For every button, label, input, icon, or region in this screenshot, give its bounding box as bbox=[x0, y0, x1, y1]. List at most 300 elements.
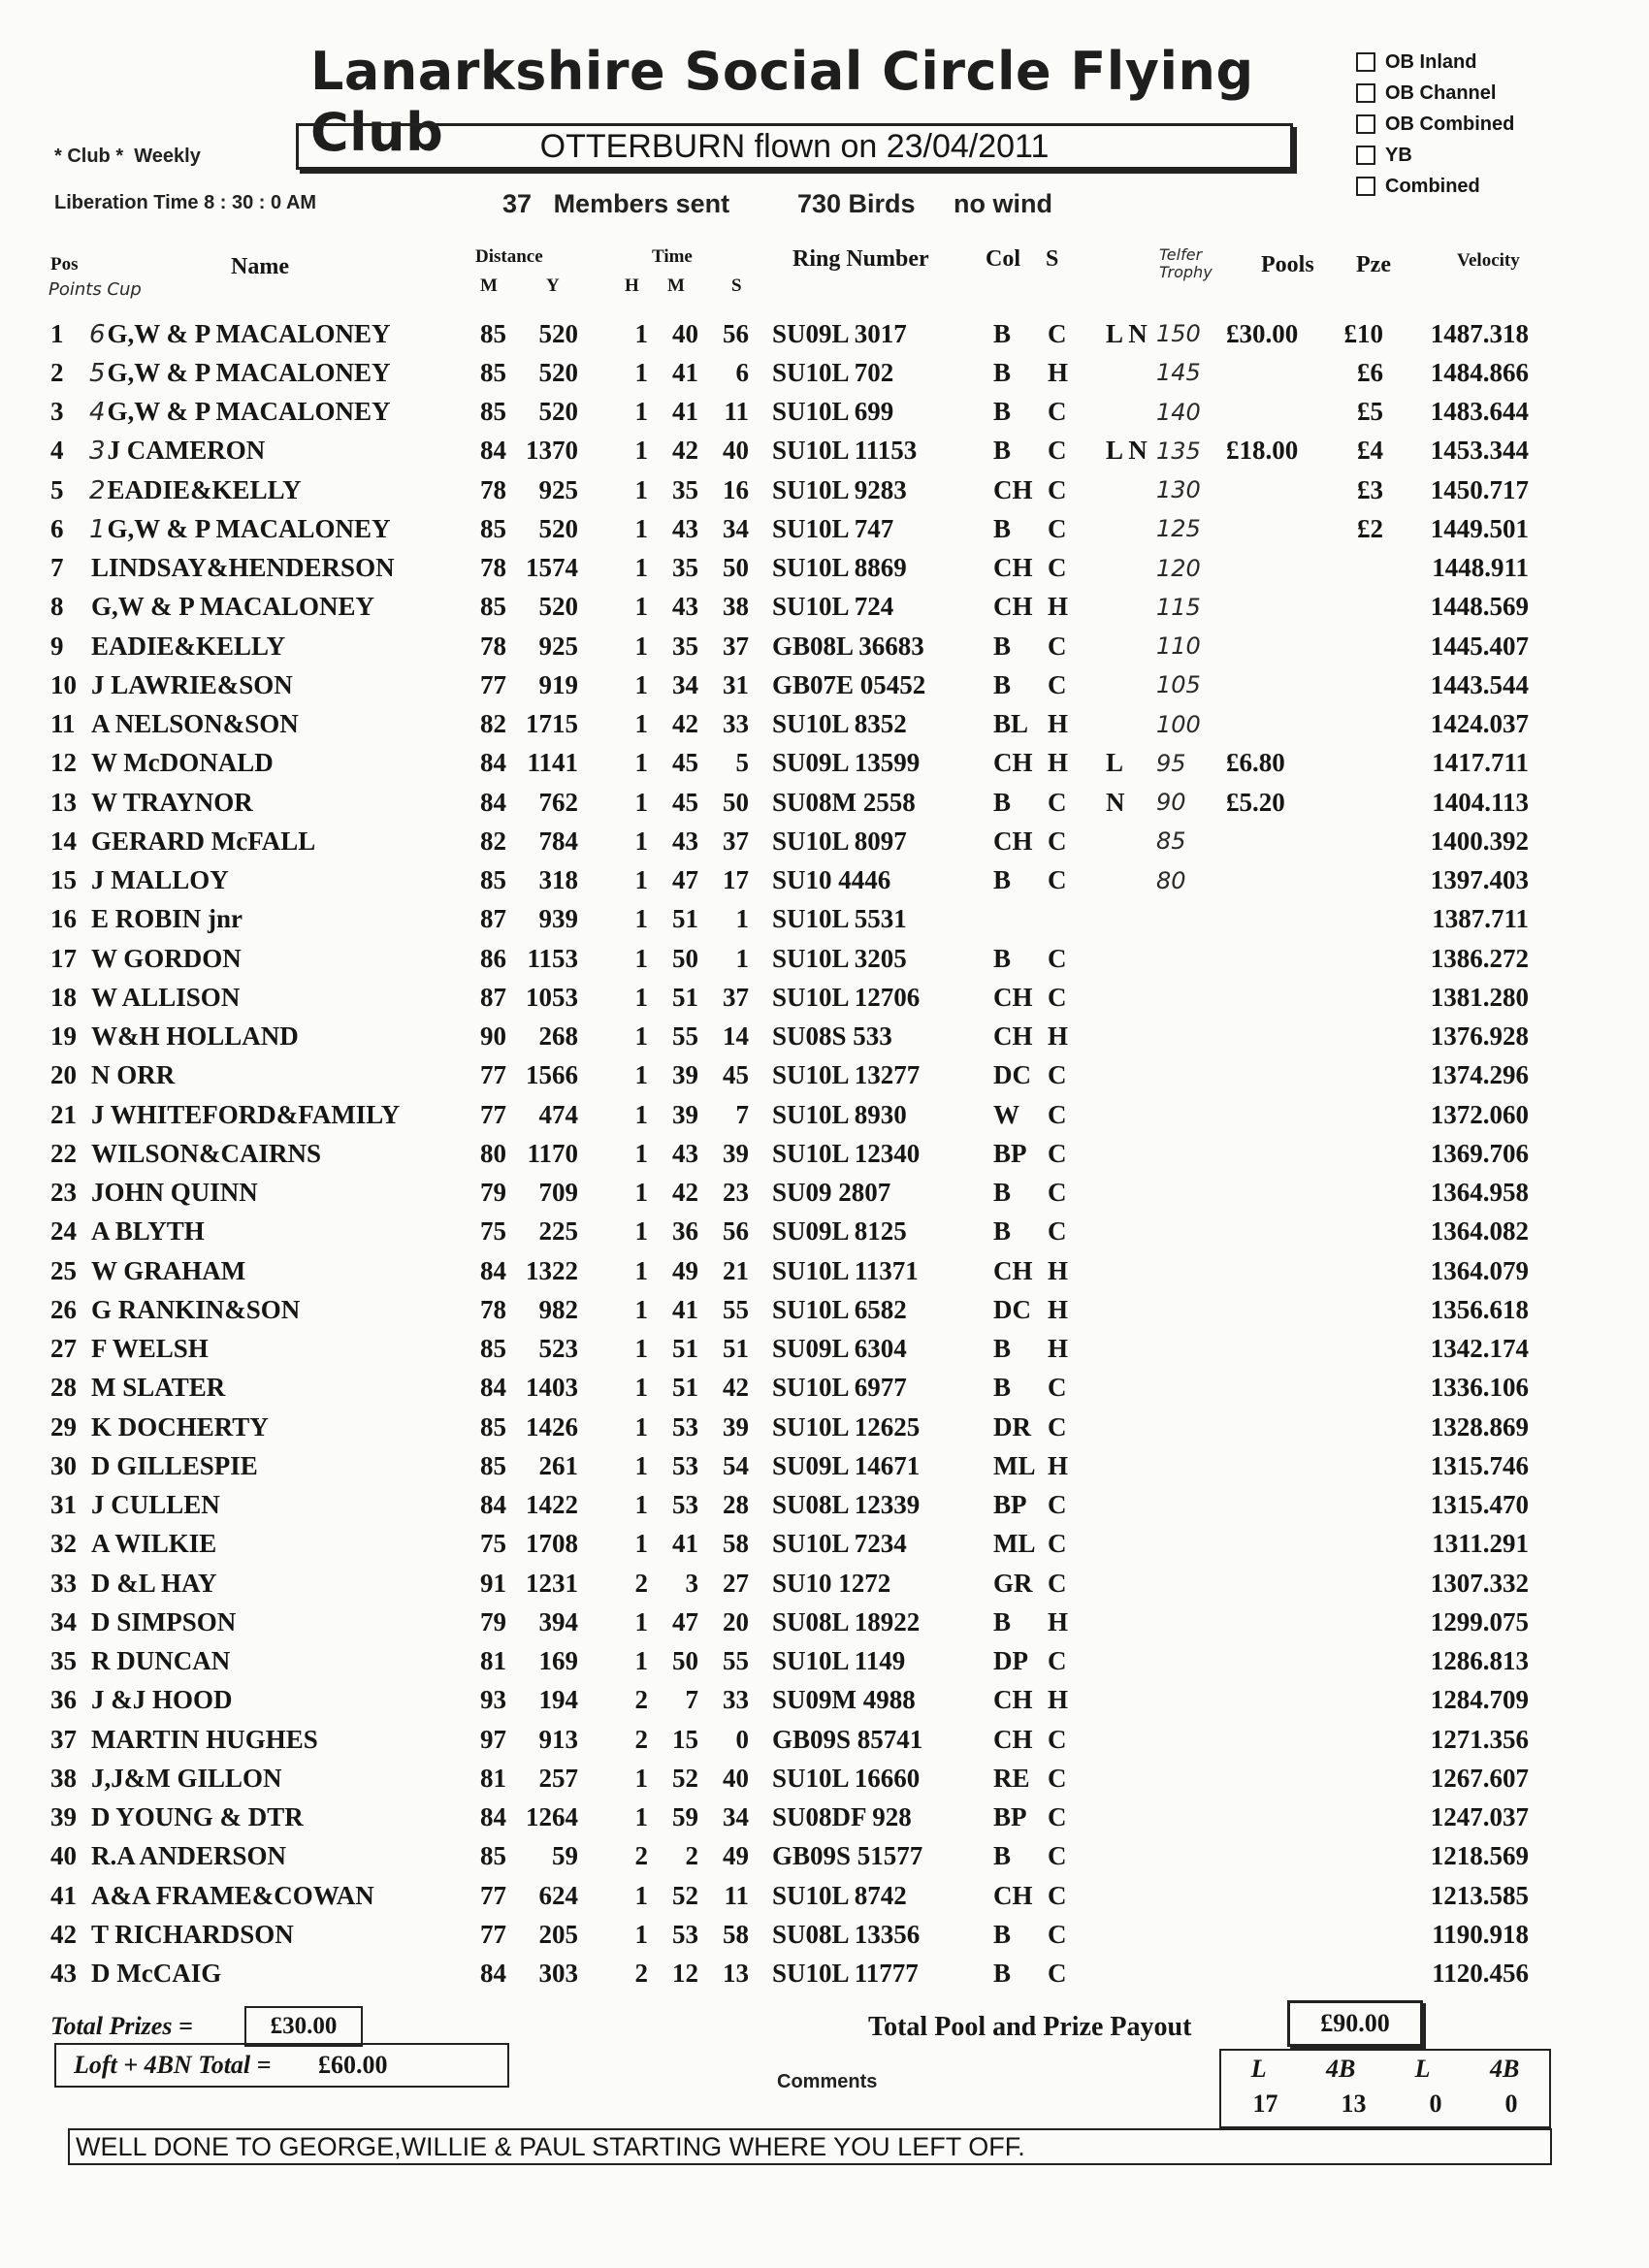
row-pool-winnings bbox=[1226, 1018, 1323, 1056]
row-distance-miles: 77 bbox=[480, 669, 506, 699]
row-fancier-name: F WELSH bbox=[91, 1334, 209, 1364]
checkbox-icon[interactable] bbox=[1356, 83, 1375, 103]
row-sex: C bbox=[1048, 1919, 1067, 1949]
row-trophy-points bbox=[1156, 1330, 1226, 1369]
members-sent: 37 Members sent bbox=[502, 189, 730, 218]
row-sex: C bbox=[1048, 1880, 1067, 1910]
row-pos: 11 bbox=[50, 709, 76, 739]
row-prize bbox=[1323, 1095, 1383, 1134]
row-colour: B bbox=[993, 865, 1012, 895]
row-time-hours: 1 bbox=[634, 1529, 648, 1559]
col-header-time-h: H bbox=[625, 275, 639, 296]
row-pool-entry bbox=[1106, 1213, 1156, 1251]
table-row bbox=[50, 353, 1529, 392]
row-points-cup: 4 bbox=[89, 398, 106, 428]
row-sex: C bbox=[1048, 1138, 1067, 1168]
row-sex: C bbox=[1048, 1373, 1067, 1403]
row-distance-miles: 97 bbox=[480, 1724, 506, 1754]
row-fancier-name: J CAMERON bbox=[107, 436, 266, 466]
row-fancier-name: G RANKIN&SON bbox=[91, 1294, 301, 1324]
row-time-seconds: 54 bbox=[723, 1450, 749, 1480]
loft-total-value: £60.00 bbox=[318, 2051, 388, 2079]
row-name bbox=[89, 1095, 456, 1134]
row-ring-number: SU09L 8125 bbox=[772, 1216, 907, 1247]
row-pool-winnings bbox=[1226, 665, 1323, 704]
row-pool-entry bbox=[1106, 393, 1156, 432]
row-pos: 2 bbox=[50, 357, 64, 387]
row-distance-yards: 520 bbox=[538, 397, 578, 427]
table-row bbox=[50, 1564, 1529, 1603]
checkbox-icon[interactable] bbox=[1356, 146, 1375, 165]
row-pos: 42 bbox=[50, 1919, 77, 1949]
row-time-seconds: 42 bbox=[723, 1373, 749, 1403]
row-time-minutes: 41 bbox=[672, 1529, 698, 1559]
row-ring-number: SU10L 724 bbox=[772, 592, 894, 622]
row-trophy-points: 95 bbox=[1156, 749, 1186, 777]
row-fancier-name: J CULLEN bbox=[91, 1490, 220, 1520]
table-row bbox=[50, 1837, 1529, 1876]
row-distance-yards: 939 bbox=[538, 904, 578, 934]
row-prize bbox=[1323, 900, 1383, 939]
row-name bbox=[89, 1798, 456, 1837]
row-time-hours: 2 bbox=[634, 1724, 648, 1754]
row-ring-number: SU08L 18922 bbox=[772, 1606, 921, 1636]
row-time-hours: 1 bbox=[634, 436, 648, 466]
row-pos: 33 bbox=[50, 1568, 77, 1598]
row-distance-miles: 85 bbox=[480, 1411, 506, 1442]
row-pos: 24 bbox=[50, 1216, 77, 1247]
row-colour: B bbox=[993, 1334, 1012, 1364]
row-velocity: 1424.037 bbox=[1430, 709, 1529, 739]
row-trophy-points: 125 bbox=[1156, 515, 1201, 543]
table-row bbox=[50, 1446, 1529, 1485]
row-pool-entry bbox=[1106, 1018, 1156, 1056]
row-distance-miles: 85 bbox=[480, 357, 506, 387]
row-trophy-points bbox=[1156, 1056, 1226, 1095]
row-velocity: 1484.866 bbox=[1430, 357, 1529, 387]
row-distance-yards: 1708 bbox=[526, 1529, 578, 1559]
row-distance-yards: 762 bbox=[538, 787, 578, 817]
row-distance-miles: 85 bbox=[480, 513, 506, 543]
row-pool-winnings bbox=[1226, 1251, 1323, 1290]
row-time-minutes: 49 bbox=[672, 1255, 698, 1285]
row-time-hours: 1 bbox=[634, 1294, 648, 1324]
row-velocity: 1364.082 bbox=[1430, 1216, 1529, 1247]
row-name bbox=[89, 861, 456, 900]
row-colour: CH bbox=[993, 474, 1033, 504]
row-pool-entry bbox=[1106, 1759, 1156, 1798]
row-sex: C bbox=[1048, 474, 1067, 504]
row-points-cup: 3 bbox=[89, 437, 106, 467]
row-distance-yards: 982 bbox=[538, 1294, 578, 1324]
row-velocity: 1218.569 bbox=[1430, 1841, 1529, 1871]
row-pool-entry bbox=[1106, 822, 1156, 860]
row-fancier-name: J MALLOY bbox=[91, 865, 229, 895]
row-ring-number: SU10 4446 bbox=[772, 865, 891, 895]
row-ring-number: SU09M 4988 bbox=[772, 1685, 916, 1715]
table-row bbox=[50, 1213, 1529, 1251]
row-colour: CH bbox=[993, 1255, 1033, 1285]
row-prize bbox=[1323, 1486, 1383, 1525]
checkbox-icon[interactable] bbox=[1356, 177, 1375, 196]
table-row bbox=[50, 900, 1529, 939]
row-prize bbox=[1323, 1369, 1383, 1408]
row-name bbox=[89, 1174, 456, 1213]
table-row bbox=[50, 588, 1529, 627]
row-pool-entry bbox=[1106, 1642, 1156, 1681]
row-time-seconds: 33 bbox=[723, 709, 749, 739]
row-pool-entry bbox=[1106, 1564, 1156, 1603]
row-trophy-points bbox=[1156, 1955, 1226, 1993]
row-pool-entry bbox=[1106, 588, 1156, 627]
row-name bbox=[89, 1486, 456, 1525]
row-velocity: 1483.644 bbox=[1430, 397, 1529, 427]
row-sex: H bbox=[1048, 748, 1069, 778]
row-pool-winnings bbox=[1226, 1955, 1323, 1993]
row-distance-miles: 75 bbox=[480, 1529, 506, 1559]
row-sex: C bbox=[1048, 1099, 1067, 1129]
birds-count: 730 Birds bbox=[797, 189, 916, 218]
row-distance-yards: 520 bbox=[538, 318, 578, 348]
row-velocity: 1397.403 bbox=[1430, 865, 1529, 895]
row-ring-number: SU08M 2558 bbox=[772, 787, 916, 817]
col-header-name: Name bbox=[231, 254, 289, 279]
row-trophy-points bbox=[1156, 1408, 1226, 1446]
row-colour: B bbox=[993, 669, 1012, 699]
row-time-minutes: 50 bbox=[672, 943, 698, 973]
row-pool-winnings bbox=[1226, 1798, 1323, 1837]
checkbox-icon[interactable] bbox=[1356, 114, 1375, 134]
row-time-hours: 1 bbox=[634, 709, 648, 739]
row-pool-entry bbox=[1106, 1174, 1156, 1213]
table-row bbox=[50, 1056, 1529, 1095]
row-time-hours: 1 bbox=[634, 592, 648, 622]
row-name bbox=[89, 1446, 456, 1485]
row-pool-winnings bbox=[1226, 939, 1323, 978]
row-pool-entry: L N bbox=[1106, 436, 1148, 466]
row-velocity: 1381.280 bbox=[1430, 982, 1529, 1012]
row-time-seconds: 23 bbox=[723, 1178, 749, 1208]
row-sex: H bbox=[1048, 1021, 1069, 1052]
row-pos: 23 bbox=[50, 1178, 77, 1208]
row-prize: £2 bbox=[1357, 513, 1383, 543]
row-time-minutes: 7 bbox=[685, 1685, 698, 1715]
row-ring-number: SU10L 16660 bbox=[772, 1763, 921, 1793]
row-pool-winnings bbox=[1226, 1564, 1323, 1603]
row-velocity: 1315.746 bbox=[1430, 1450, 1529, 1480]
row-colour: CH bbox=[993, 982, 1033, 1012]
row-name bbox=[89, 900, 456, 939]
row-distance-yards: 205 bbox=[538, 1919, 578, 1949]
row-time-seconds: 1 bbox=[735, 943, 749, 973]
row-velocity: 1374.296 bbox=[1430, 1060, 1529, 1090]
row-pos: 13 bbox=[50, 787, 77, 817]
row-distance-miles: 93 bbox=[480, 1685, 506, 1715]
row-time-seconds: 7 bbox=[735, 1099, 749, 1129]
row-colour: ML bbox=[993, 1450, 1036, 1480]
row-ring-number: GB08L 36683 bbox=[772, 631, 924, 661]
row-prize bbox=[1323, 1955, 1383, 1993]
row-colour: DC bbox=[993, 1294, 1031, 1324]
row-time-hours: 1 bbox=[634, 1763, 648, 1793]
col-header-time-m: M bbox=[667, 275, 685, 296]
table-row bbox=[50, 939, 1529, 978]
row-velocity: 1369.706 bbox=[1430, 1138, 1529, 1168]
row-pool-winnings bbox=[1226, 353, 1323, 392]
row-distance-miles: 78 bbox=[480, 1294, 506, 1324]
row-colour: CH bbox=[993, 592, 1033, 622]
row-fancier-name: W&H HOLLAND bbox=[91, 1021, 299, 1052]
row-distance-miles: 91 bbox=[480, 1568, 506, 1598]
row-distance-yards: 1053 bbox=[526, 982, 578, 1012]
row-distance-yards: 1566 bbox=[526, 1060, 578, 1090]
row-fancier-name: J WHITEFORD&FAMILY bbox=[91, 1099, 401, 1129]
row-pos: 40 bbox=[50, 1841, 77, 1871]
row-velocity: 1267.607 bbox=[1430, 1763, 1529, 1793]
row-time-minutes: 15 bbox=[672, 1724, 698, 1754]
row-colour: B bbox=[993, 357, 1012, 387]
row-name bbox=[89, 744, 456, 783]
row-fancier-name: N ORR bbox=[91, 1060, 176, 1090]
row-trophy-points: 85 bbox=[1156, 827, 1186, 856]
row-distance-miles: 85 bbox=[480, 1334, 506, 1364]
row-fancier-name: D &L HAY bbox=[91, 1568, 217, 1598]
row-pool-winnings: £30.00 bbox=[1226, 318, 1299, 348]
category-ob-channel[interactable]: OB Channel bbox=[1356, 78, 1514, 109]
row-fancier-name: G,W & P MACALONEY bbox=[107, 397, 391, 427]
row-distance-miles: 77 bbox=[480, 1099, 506, 1129]
row-pool-entry bbox=[1106, 1408, 1156, 1446]
row-colour: B bbox=[993, 1959, 1012, 1989]
row-time-hours: 1 bbox=[634, 1490, 648, 1520]
row-time-seconds: 13 bbox=[723, 1959, 749, 1989]
row-trophy-points bbox=[1156, 939, 1226, 978]
row-name bbox=[89, 627, 456, 665]
row-distance-yards: 520 bbox=[538, 513, 578, 543]
row-velocity: 1247.037 bbox=[1430, 1802, 1529, 1832]
row-points-cup: 6 bbox=[89, 319, 106, 349]
row-name bbox=[89, 1759, 456, 1798]
table-row bbox=[50, 1251, 1529, 1290]
row-prize bbox=[1323, 549, 1383, 588]
table-row bbox=[50, 314, 1529, 353]
row-sex: H bbox=[1048, 709, 1069, 739]
row-distance-yards: 318 bbox=[538, 865, 578, 895]
row-pos: 15 bbox=[50, 865, 77, 895]
row-time-seconds: 33 bbox=[723, 1685, 749, 1715]
row-pool-entry bbox=[1106, 861, 1156, 900]
row-time-seconds: 58 bbox=[723, 1919, 749, 1949]
row-time-hours: 2 bbox=[634, 1568, 648, 1598]
category-ob-inland[interactable]: OB Inland bbox=[1356, 47, 1514, 78]
row-name bbox=[89, 1018, 456, 1056]
row-distance-yards: 709 bbox=[538, 1178, 578, 1208]
row-name bbox=[89, 432, 456, 470]
row-time-seconds: 0 bbox=[735, 1724, 749, 1754]
row-pool-winnings bbox=[1226, 1174, 1323, 1213]
row-pool-winnings bbox=[1226, 1369, 1323, 1408]
row-trophy-points bbox=[1156, 1213, 1226, 1251]
payout-label: Total Pool and Prize Payout bbox=[868, 2012, 1192, 2042]
row-colour bbox=[993, 900, 1048, 939]
row-trophy-points bbox=[1156, 1837, 1226, 1876]
row-ring-number: GB09S 51577 bbox=[772, 1841, 923, 1871]
row-fancier-name: A WILKIE bbox=[91, 1529, 217, 1559]
wind-condition: no wind bbox=[954, 189, 1052, 218]
row-pool-winnings bbox=[1226, 627, 1323, 665]
row-sex: C bbox=[1048, 1568, 1067, 1598]
table-row bbox=[50, 1915, 1529, 1954]
row-pool-entry bbox=[1106, 1681, 1156, 1720]
row-pool-winnings bbox=[1226, 978, 1323, 1017]
row-pool-winnings bbox=[1226, 1486, 1323, 1525]
col-header-time-s: S bbox=[731, 275, 742, 296]
row-fancier-name: K DOCHERTY bbox=[91, 1411, 269, 1442]
row-time-minutes: 52 bbox=[672, 1763, 698, 1793]
row-trophy-points: 90 bbox=[1156, 789, 1186, 817]
row-distance-yards: 1426 bbox=[526, 1411, 578, 1442]
row-distance-miles: 84 bbox=[480, 1490, 506, 1520]
table-row bbox=[50, 861, 1529, 900]
row-time-minutes: 42 bbox=[672, 709, 698, 739]
row-pool-entry bbox=[1106, 353, 1156, 392]
row-time-seconds: 39 bbox=[723, 1138, 749, 1168]
category-combined[interactable]: Combined bbox=[1356, 171, 1514, 202]
row-ring-number: SU10L 8742 bbox=[772, 1880, 907, 1910]
row-fancier-name: D SIMPSON bbox=[91, 1606, 237, 1636]
row-fancier-name: J,J&M GILLON bbox=[91, 1763, 282, 1793]
row-prize bbox=[1323, 1642, 1383, 1681]
row-trophy-points: 110 bbox=[1156, 632, 1201, 661]
row-sex: C bbox=[1048, 865, 1067, 895]
row-trophy-points: 120 bbox=[1156, 554, 1201, 582]
row-distance-yards: 169 bbox=[538, 1646, 578, 1676]
row-sex: C bbox=[1048, 1959, 1067, 1989]
row-time-minutes: 51 bbox=[672, 982, 698, 1012]
row-time-seconds: 49 bbox=[723, 1841, 749, 1871]
row-time-minutes: 45 bbox=[672, 787, 698, 817]
row-distance-yards: 919 bbox=[538, 669, 578, 699]
row-pool-winnings: £6.80 bbox=[1226, 748, 1285, 778]
comment-text: WELL DONE TO GEORGE,WILLIE & PAUL STARTING WHERE YOU LEFT OFF. bbox=[68, 2128, 1552, 2165]
table-row bbox=[50, 1095, 1529, 1134]
row-colour: BP bbox=[993, 1802, 1027, 1832]
row-distance-miles: 84 bbox=[480, 1255, 506, 1285]
row-ring-number: SU10L 3205 bbox=[772, 943, 907, 973]
row-distance-miles: 84 bbox=[480, 1373, 506, 1403]
table-row bbox=[50, 1720, 1529, 1759]
row-prize: £5 bbox=[1357, 397, 1383, 427]
row-name bbox=[89, 1642, 456, 1681]
row-pos: 17 bbox=[50, 943, 77, 973]
row-prize bbox=[1323, 665, 1383, 704]
row-name bbox=[89, 822, 456, 860]
row-distance-yards: 925 bbox=[538, 631, 578, 661]
row-prize bbox=[1323, 1525, 1383, 1564]
col-header-ring: Ring Number bbox=[792, 246, 929, 272]
row-colour: B bbox=[993, 397, 1012, 427]
row-fancier-name: A NELSON&SON bbox=[91, 709, 299, 739]
row-time-seconds: 11 bbox=[724, 1880, 749, 1910]
row-distance-yards: 1370 bbox=[526, 436, 578, 466]
row-pos: 3 bbox=[50, 397, 64, 427]
row-trophy-points bbox=[1156, 1798, 1226, 1837]
row-sex: C bbox=[1048, 513, 1067, 543]
row-pos: 28 bbox=[50, 1373, 77, 1403]
category-yb[interactable]: YB bbox=[1356, 140, 1514, 171]
row-time-seconds: 50 bbox=[723, 787, 749, 817]
row-pool-winnings: £5.20 bbox=[1226, 787, 1285, 817]
row-distance-miles: 90 bbox=[480, 1021, 506, 1052]
table-row bbox=[50, 1369, 1529, 1408]
checkbox-icon[interactable] bbox=[1356, 52, 1375, 72]
row-ring-number: SU10L 11371 bbox=[772, 1255, 919, 1285]
row-pool-entry bbox=[1106, 1446, 1156, 1485]
row-fancier-name: JOHN QUINN bbox=[91, 1178, 258, 1208]
row-ring-number: SU08DF 928 bbox=[772, 1802, 912, 1832]
row-name bbox=[89, 1720, 456, 1759]
row-time-seconds: 40 bbox=[723, 436, 749, 466]
row-prize bbox=[1323, 1330, 1383, 1369]
row-fancier-name: E ROBIN jnr bbox=[91, 904, 243, 934]
summary-headers: L 4B L 4B bbox=[1250, 2055, 1520, 2083]
row-fancier-name: LINDSAY&HENDERSON bbox=[91, 553, 395, 583]
category-ob-combined[interactable]: OB Combined bbox=[1356, 109, 1514, 140]
row-time-hours: 1 bbox=[634, 904, 648, 934]
row-colour: B bbox=[993, 513, 1012, 543]
row-prize bbox=[1323, 705, 1383, 744]
row-velocity: 1448.911 bbox=[1432, 553, 1529, 583]
row-distance-miles: 84 bbox=[480, 748, 506, 778]
summary-box bbox=[1219, 2049, 1551, 2128]
row-sex: C bbox=[1048, 1763, 1067, 1793]
row-colour: B bbox=[993, 1606, 1012, 1636]
row-distance-miles: 80 bbox=[480, 1138, 506, 1168]
row-distance-yards: 303 bbox=[538, 1959, 578, 1989]
row-colour: BL bbox=[993, 709, 1029, 739]
row-time-seconds: 28 bbox=[723, 1490, 749, 1520]
row-pos: 5 bbox=[50, 474, 64, 504]
row-ring-number: SU10L 8097 bbox=[772, 826, 907, 856]
row-prize bbox=[1323, 978, 1383, 1017]
row-pool-entry bbox=[1106, 1251, 1156, 1290]
row-prize bbox=[1323, 1798, 1383, 1837]
table-row bbox=[50, 1681, 1529, 1720]
table-row bbox=[50, 1642, 1529, 1681]
row-time-minutes: 53 bbox=[672, 1450, 698, 1480]
row-prize bbox=[1323, 1876, 1383, 1915]
row-trophy-points bbox=[1156, 900, 1226, 939]
row-time-seconds: 38 bbox=[723, 592, 749, 622]
row-colour: CH bbox=[993, 826, 1033, 856]
row-time-hours: 1 bbox=[634, 1919, 648, 1949]
row-time-seconds: 27 bbox=[723, 1568, 749, 1598]
table-row bbox=[50, 705, 1529, 744]
row-colour: DR bbox=[993, 1411, 1031, 1442]
row-pool-winnings bbox=[1226, 509, 1323, 548]
row-time-seconds: 34 bbox=[723, 1802, 749, 1832]
row-fancier-name: D GILLESPIE bbox=[91, 1450, 258, 1480]
table-row bbox=[50, 1290, 1529, 1329]
row-colour: CH bbox=[993, 553, 1033, 583]
row-time-minutes: 41 bbox=[672, 357, 698, 387]
row-velocity: 1445.407 bbox=[1430, 631, 1529, 661]
row-name bbox=[89, 978, 456, 1017]
row-name bbox=[89, 470, 456, 509]
row-time-hours: 1 bbox=[634, 357, 648, 387]
row-colour: B bbox=[993, 1178, 1012, 1208]
row-distance-yards: 624 bbox=[538, 1880, 578, 1910]
